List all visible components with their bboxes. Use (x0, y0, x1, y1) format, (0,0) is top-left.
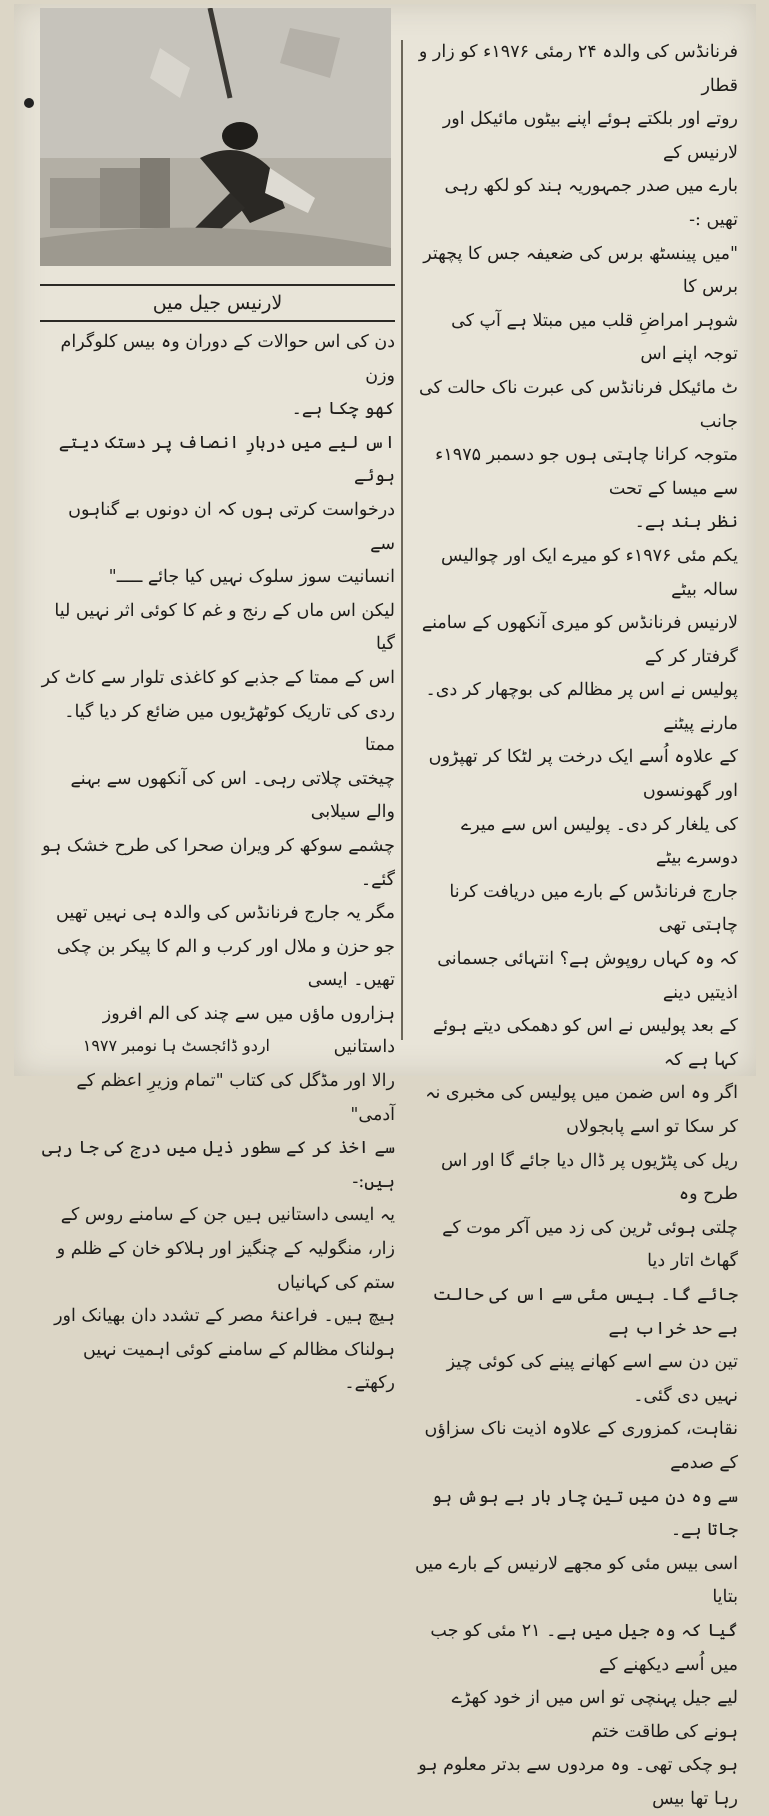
text-line: پولیس نے اس پر مظالم کی بوچھار کر دی۔ مارنے پیٹنے (425, 680, 738, 734)
text-line: بارے میں صدر جمہوریہ ہند کو لکھ رہی تھیں :- (444, 176, 738, 230)
text-line: ہیچ ہیں۔ فراعنۂ مصر کے تشدد دان بھیانک اور (54, 1306, 395, 1327)
text-line: ردی کی تاریک کوٹھڑیوں میں ضائع کر دیا گیا۔ ممتا (64, 701, 395, 756)
text-line: جائے گا۔ بیس مئی سے اس کی حالت بے حد خراب ہے (432, 1284, 738, 1339)
text-line: سے وہ دن میں تین چار بار بے ہوش ہو جاتا ہے۔ (431, 1486, 738, 1541)
page-hole-mark (24, 98, 34, 108)
text-line: کے علاوہ اُسے ایک درخت پر لٹکا کر تھپڑوں اور گھونسوں (428, 747, 738, 802)
text-line: شوہر امراضِ قلب میں مبتلا ہے آپ کی توجہ اپنے اس (451, 310, 738, 365)
text-line: کھو چکا ہے۔ (291, 399, 395, 420)
text-line: کے بعد پولیس نے اس کو دھمکی دیتے ہوئے کہا ہے کہ (432, 1016, 738, 1070)
text-line: ٹ مائیکل فرنانڈس کی عبرت ناک حالت کی جانب (418, 377, 738, 432)
text-line: لارنیس فرنانڈس کو میری آنکھوں کے سامنے گرفتار کر کے (421, 613, 738, 667)
text-line: جو حزن و ملال اور کرب و الم کا پیکر بن چکی تھیں۔ ایسی (56, 936, 395, 991)
text-line: ہزاروں ماؤں میں سے چند کی الم افروز داستانیں (102, 1003, 395, 1058)
text-line: چیختی چلاتی رہی۔ اس کی آنکھوں سے بہنے والے سیلابی (70, 768, 395, 823)
text-line: درخواست کرتی ہوں کہ ان دونوں بے گناہوں سے (68, 499, 395, 554)
text-line: اسی بیس مئی کو مجھے لارنیس کے بارے میں بتایا (414, 1553, 738, 1608)
text-line: چلتی ہوئی ٹرین کی زد میں آکر موت کے گھاٹ اتار دیا (442, 1217, 738, 1272)
text-line: جارج فرنانڈس کے بارے میں دریافت کرنا چاہتی تھی (449, 881, 738, 936)
text-line: کہ وہ کہاں روپوش ہے؟ انتہائی جسمانی اذیتیں دینے (437, 949, 738, 1003)
text-line: اس کے ممتا کے جذبے کو کاغذی تلوار سے کاٹ کر (41, 667, 395, 688)
text-line: زار، منگولیہ کے چنگیز اور ہلاکو خان کے ظلم و ستم کی کہانیاں (56, 1239, 395, 1293)
text-line: اگر وہ اس ضمن میں پولیس کی مخبری نہ کر سکا تو اسے پابجولاں (425, 1083, 738, 1137)
section-headline (40, 284, 395, 322)
text-line: "میں پینسٹھ برس کی ضعیفہ جس کا پچھتر برس کا (423, 243, 738, 298)
text-line: متوجہ کرانا چاہتی ہوں جو دسمبر ۱۹۷۵ء سے میسا کے تحت (435, 445, 738, 499)
text-line: رالا اور مڈگل کی کتاب "تمام وزیرِ اعظم کے آدمی" (76, 1071, 395, 1125)
text-line: کی یلغار کر دی۔ پولیس اس سے میرے دوسرے بیٹے (460, 814, 738, 869)
text-line: نقاہت، کمزوری کے علاوہ اذیت ناک سزاؤں کے صدمے (424, 1419, 738, 1473)
text-line: سے اخذ کر کے سطور ذیل میں درج کی جا رہی ہیں:- (42, 1138, 395, 1192)
text-line: ہو چکی تھی۔ وہ مردوں سے بدتر معلوم ہو رہا تھا بیس (418, 1755, 738, 1809)
text-line: نظر بند ہے۔ (634, 512, 738, 533)
news-photograph (40, 8, 391, 266)
text-line: لیے جیل پہنچی تو اس میں از خود کھڑے ہونے کی طاقت ختم (451, 1688, 738, 1742)
text-line: دن کی اس حوالات کے دوران وہ بیس کلوگرام وزن (60, 332, 395, 386)
text-line: گیا کہ وہ جیل میں ہے۔ ۲۱ مئی کو جب میں اُسے دیکھنے کے (430, 1620, 738, 1675)
text-line: لیکن اس ماں کے رنج و غم کا کوئی اثر نہیں لیا گیا (54, 600, 395, 655)
right-text-column (412, 36, 738, 1816)
text-line: اس لیے میں دربارِ انصاف پر دستک دیتے ہوئے (58, 432, 395, 487)
headline-text: لارنیس جیل میں (152, 292, 283, 314)
text-line: انسانیت سوز سلوک نہیں کیا جائے ـــــ" (108, 567, 395, 588)
column-divider (401, 40, 403, 1040)
text-line: یہ ایسی داستانیں ہیں جن کے سامنے روس کے (60, 1205, 395, 1226)
text-line: مگر یہ جارج فرنانڈس کی والدہ ہی نہیں تھیں (56, 903, 395, 924)
text-line: تین دن سے اسے کھانے پینے کی کوئی چیز نہیں دی گئی۔ (446, 1352, 738, 1406)
left-text-column (40, 326, 395, 1401)
photo-illustration (40, 8, 391, 266)
text-line: یکم مئی ۱۹۷۶ء کو میرے ایک اور چوالیس سالہ بیٹے (441, 545, 738, 600)
text-line: چشمے سوکھ کر ویران صحرا کی طرح خشک ہو گئے۔ (42, 835, 395, 890)
text-line: روتے اور بلکتے ہوئے اپنے بیٹوں مائیکل اور لارنیس کے (442, 109, 738, 163)
page-footer: اردو ڈائجسٹ ہا نومبر ۱۹۷۷ (82, 1036, 270, 1055)
text-line: ریل کی پٹڑیوں پر ڈال دیا جائے گا اور اس طرح وہ (441, 1150, 738, 1205)
text-line: فرنانڈس کی والدہ ۲۴ رمئی ۱۹۷۶ء کو زار و قطار (418, 42, 738, 96)
text-line: ہولناک مظالم کے سامنے کوئی اہمیت نہیں رکھتے۔ (82, 1339, 395, 1394)
